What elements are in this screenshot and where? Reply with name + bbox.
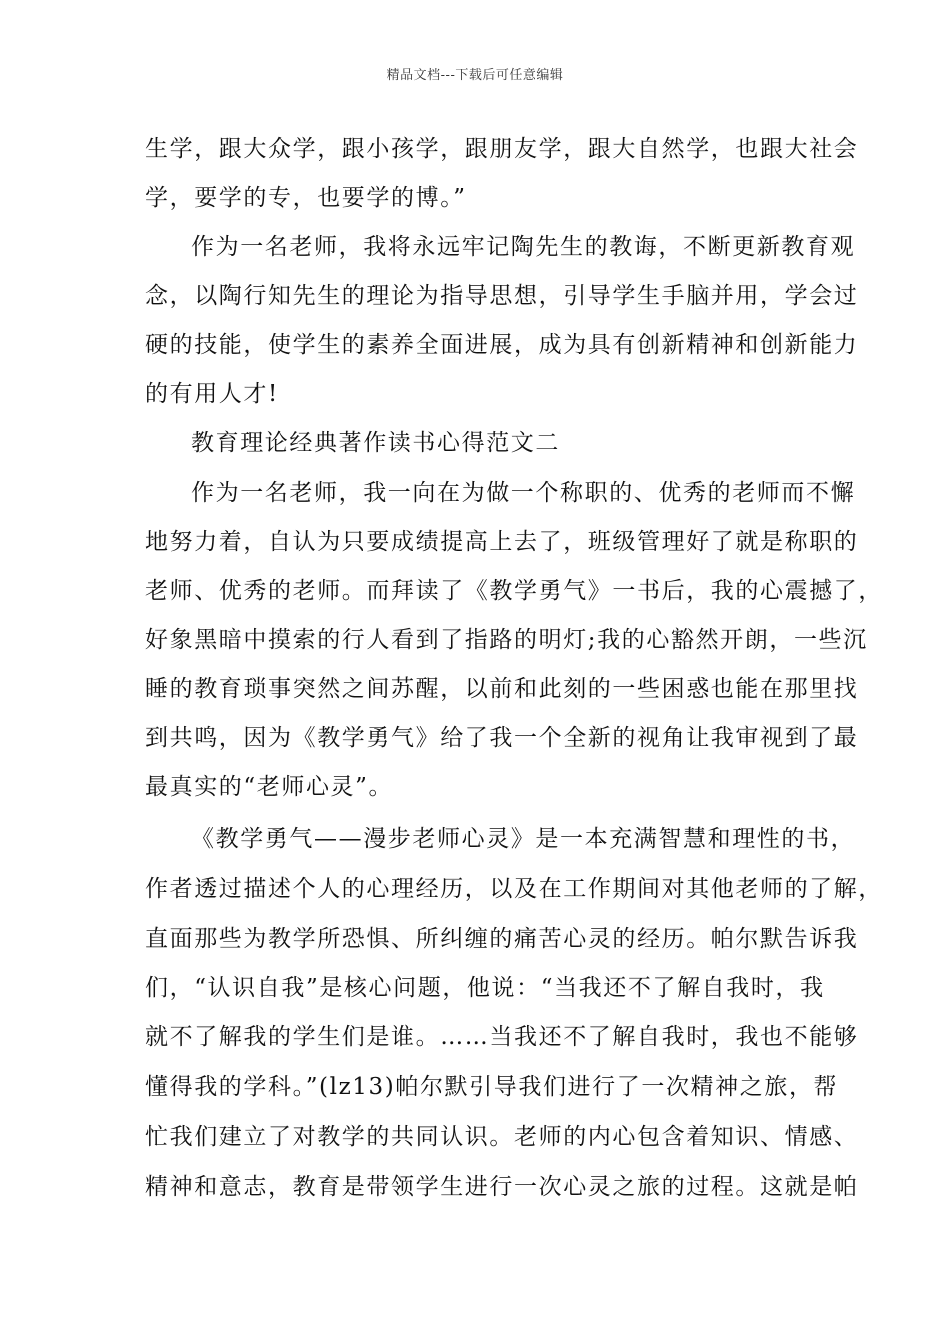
- text-line: 作者透过描述个人的心理经历，以及在工作期间对其他老师的了解，: [145, 876, 883, 902]
- text-line: 睡的教育琐事突然之间苏醒，以前和此刻的一些困惑也能在那里找: [145, 676, 859, 702]
- text-line: 作为一名老师，我一向在为做一个称职的、优秀的老师而不懈: [191, 480, 856, 506]
- text-line: 就不了解我的学生们是谁。……当我还不了解自我时，我也不能够: [145, 1024, 859, 1050]
- text-line: 直面那些为教学所恐惧、所纠缠的痛苦心灵的经历。帕尔默告诉我: [145, 926, 859, 952]
- text-line: 学，要学的专，也要学的博。”: [145, 185, 467, 211]
- text-line: 念，以陶行知先生的理论为指导思想，引导学生手脑并用，学会过: [145, 283, 859, 309]
- text-line: 到共鸣，因为《教学勇气》给了我一个全新的视角让我审视到了最: [145, 725, 859, 751]
- text-line: 《教学勇气——漫步老师心灵》是一本充满智慧和理性的书，: [191, 826, 856, 852]
- section-heading: 教育理论经典著作读书心得范文二: [191, 430, 560, 456]
- text-line: 们，“认识自我”是核心问题，他说：“当我还不了解自我时，我: [145, 975, 825, 1001]
- text-line: 老师、优秀的老师。而拜读了《教学勇气》一书后，我的心震撼了，: [145, 578, 883, 604]
- text-line: 的有用人才!: [145, 381, 279, 407]
- text-line: 好象黑暗中摸索的行人看到了指路的明灯;我的心豁然开朗，一些沉: [145, 627, 868, 653]
- page-header: 精品文档---下载后可任意编辑: [386, 68, 564, 83]
- text-line: 硬的技能，使学生的素养全面进展，成为具有创新精神和创新能力: [145, 332, 859, 358]
- text-line: 最真实的“老师心灵”。: [145, 774, 394, 800]
- text-line: 忙我们建立了对教学的共同认识。老师的内心包含着知识、情感、: [145, 1124, 859, 1150]
- text-line: 作为一名老师，我将永远牢记陶先生的教诲，不断更新教育观: [191, 234, 856, 260]
- text-line: 懂得我的学科。”(lz13)帕尔默引导我们进行了一次精神之旅，帮: [145, 1074, 839, 1100]
- text-line: 地努力着，自认为只要成绩提高上去了，班级管理好了就是称职的: [145, 529, 859, 555]
- text-line: 精神和意志，教育是带领学生进行一次心灵之旅的过程。这就是帕: [145, 1174, 859, 1200]
- text-line: 生学，跟大众学，跟小孩学，跟朋友学，跟大自然学，也跟大社会: [145, 136, 859, 162]
